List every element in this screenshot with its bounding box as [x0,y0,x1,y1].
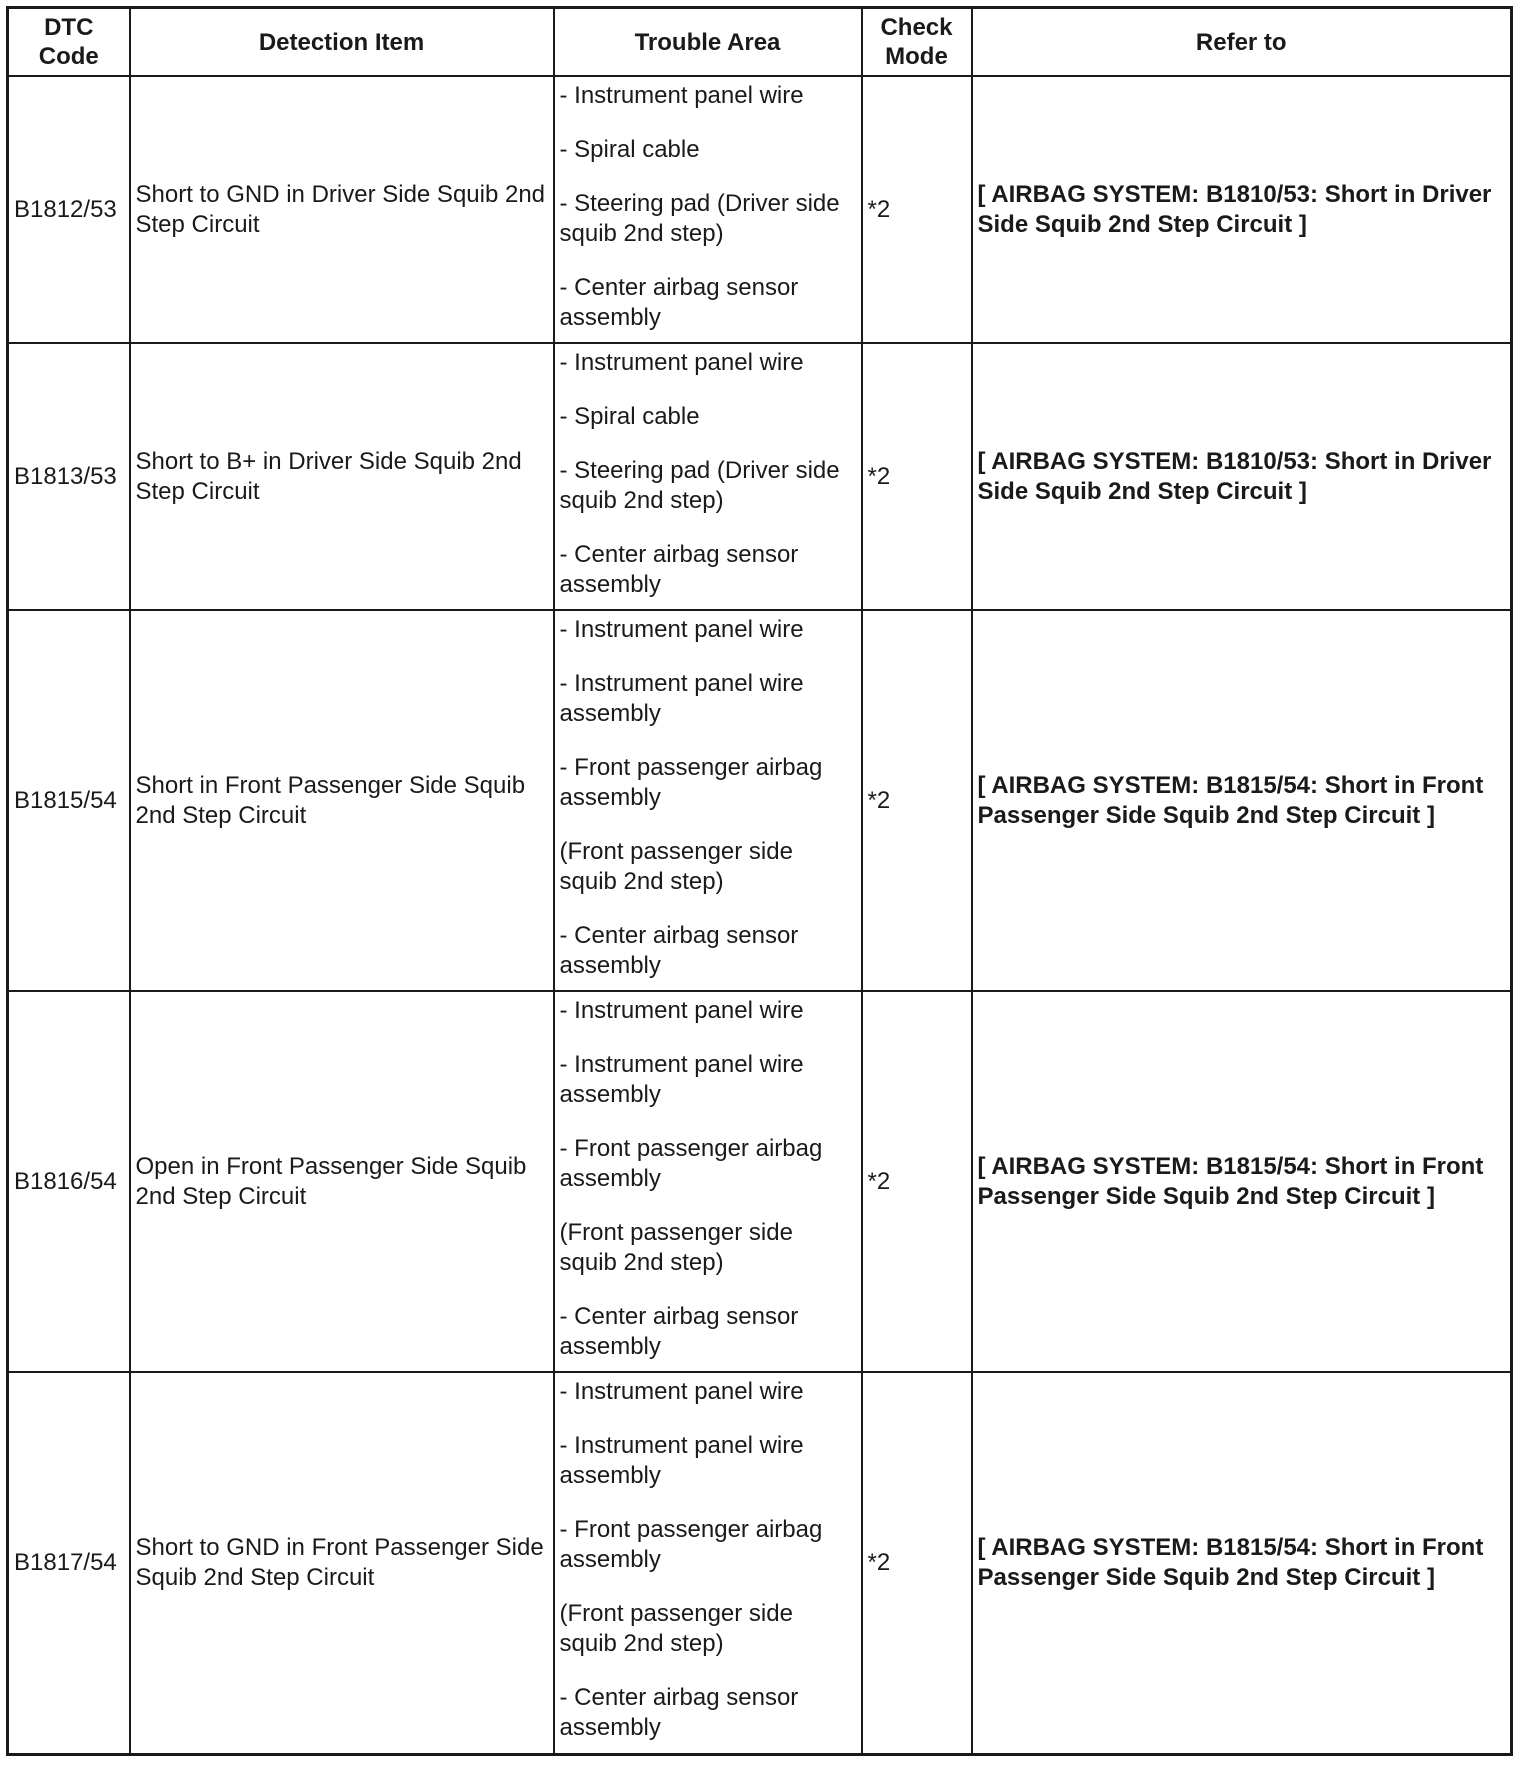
detection-item: Short to GND in Front Passenger Side Squib 2nd Step Circuit [130,1372,554,1754]
refer-to-link[interactable]: [ AIRBAG SYSTEM: B1810/53: Short in Driver Side Squib 2nd Step Circuit ] [972,343,1512,610]
header-dtc-line1: DTC [44,14,94,41]
dtc-code: B1813/53 [8,343,130,610]
detection-item: Short to B+ in Driver Side Squib 2nd Step Circuit [130,343,554,610]
table-row [8,991,1512,1372]
trouble-item: - Center airbag sensor assembly [559,274,799,331]
trouble-item: - Front passenger airbag assembly [559,1516,823,1573]
check-mode: *2 [862,991,972,1372]
trouble-item: - Instrument panel wire [559,616,804,643]
trouble-item: - Instrument panel wire assembly [559,1432,804,1489]
refer-to-link[interactable]: [ AIRBAG SYSTEM: B1815/54: Short in Front Passenger Side Squib 2nd Step Circuit ] [972,1372,1512,1754]
trouble-item: - Center airbag sensor assembly [559,1684,799,1741]
trouble-item: - Spiral cable [559,403,700,430]
header-detection-item: Detection Item [130,8,554,77]
table-row [8,610,1512,991]
trouble-item: - Instrument panel wire [559,82,804,109]
refer-to-link[interactable]: [ AIRBAG SYSTEM: B1815/54: Short in Front Passenger Side Squib 2nd Step Circuit ] [972,991,1512,1372]
detection-item: Open in Front Passenger Side Squib 2nd Step Circuit [130,991,554,1372]
header-dtc-line2: Code [38,43,99,70]
table-row [8,76,1512,343]
table-row [8,1372,1512,1754]
dtc-code: B1817/54 [8,1372,130,1754]
refer-to-link[interactable]: [ AIRBAG SYSTEM: B1810/53: Short in Driver Side Squib 2nd Step Circuit ] [972,76,1512,343]
trouble-item: - Front passenger airbag assembly [559,754,823,811]
trouble-item: (Front passenger side squib 2nd step) [559,1600,793,1657]
trouble-item: - Instrument panel wire [559,1378,804,1405]
trouble-item: - Center airbag sensor assembly [559,1303,799,1360]
dtc-table [6,6,1513,1756]
trouble-area [554,610,862,991]
trouble-item: (Front passenger side squib 2nd step) [559,1219,793,1276]
trouble-item: - Instrument panel wire [559,997,804,1024]
detection-item: Short in Front Passenger Side Squib 2nd Step Circuit [130,610,554,991]
check-mode: *2 [862,343,972,610]
trouble-area [554,991,862,1372]
check-mode: *2 [862,610,972,991]
trouble-item: - Instrument panel wire assembly [559,1051,804,1108]
trouble-item: - Spiral cable [559,136,700,163]
header-trouble-area: Trouble Area [554,8,862,77]
check-mode: *2 [862,1372,972,1754]
header-check-line1: Check [880,14,953,41]
trouble-area [554,343,862,610]
dtc-code: B1815/54 [8,610,130,991]
header-check-mode [862,8,972,77]
dtc-code: B1816/54 [8,991,130,1372]
header-check-line2: Mode [885,43,948,70]
dtc-code: B1812/53 [8,76,130,343]
refer-to-link[interactable]: [ AIRBAG SYSTEM: B1815/54: Short in Front Passenger Side Squib 2nd Step Circuit ] [972,610,1512,991]
detection-item: Short to GND in Driver Side Squib 2nd Step Circuit [130,76,554,343]
table-row [8,343,1512,610]
trouble-item: (Front passenger side squib 2nd step) [559,838,793,895]
trouble-item: - Front passenger airbag assembly [559,1135,823,1192]
trouble-area [554,76,862,343]
trouble-item: - Center airbag sensor assembly [559,922,799,979]
trouble-item: - Instrument panel wire assembly [559,670,804,727]
trouble-item: - Steering pad (Driver side squib 2nd step) [559,457,840,514]
header-refer-to: Refer to [972,8,1512,77]
header-row [8,8,1512,77]
trouble-item: - Instrument panel wire [559,349,804,376]
trouble-item: - Steering pad (Driver side squib 2nd step) [559,190,840,247]
trouble-item: - Center airbag sensor assembly [559,541,799,598]
trouble-area [554,1372,862,1754]
header-dtc-code [8,8,130,77]
check-mode: *2 [862,76,972,343]
